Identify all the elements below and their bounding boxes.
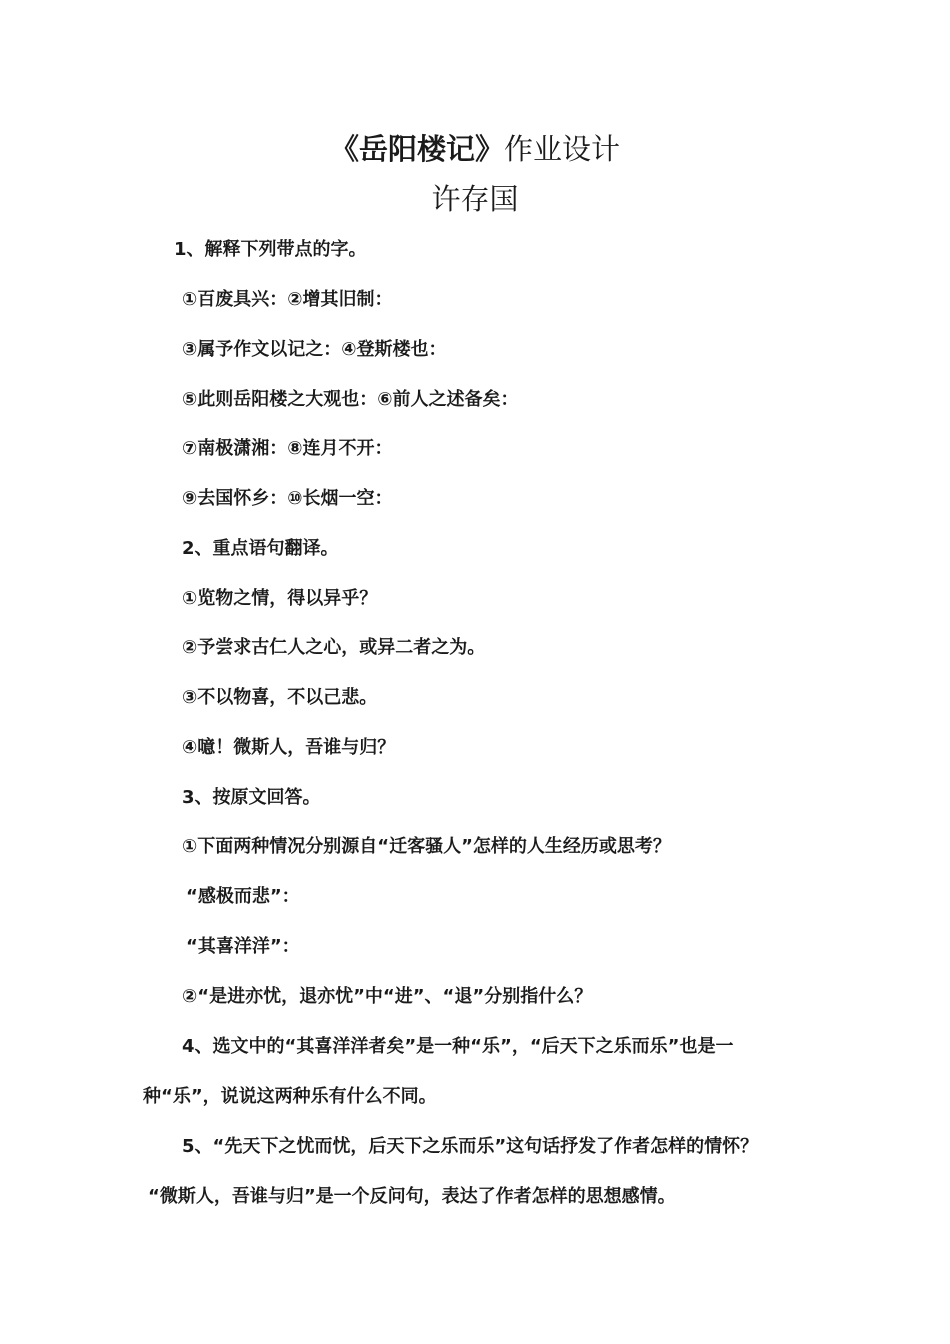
question-3-subitem: “其喜洋洋”： xyxy=(186,936,300,957)
question-4-line: 4、选文中的“其喜洋洋者矣”是一种“乐”，“后天下之乐而乐”也是一 xyxy=(182,1036,734,1057)
question-2-item: ①览物之情，得以异乎？ xyxy=(182,588,378,609)
question-3-heading: 3、按原文回答。 xyxy=(182,787,321,808)
question-3-item: ②“是进亦忧，退亦忧”中“进”、“退”分别指什么？ xyxy=(182,986,593,1007)
question-2-item: ③不以物喜，不以己悲。 xyxy=(182,687,378,708)
author-name: 许存国 xyxy=(431,182,519,216)
question-5-line: “微斯人，吾谁与归”是一个反问句，表达了作者怎样的思想感情。 xyxy=(148,1186,676,1207)
question-1-item: ⑦南极潇湘：⑧连月不开： xyxy=(182,438,393,459)
question-3-subitem: “感极而悲”： xyxy=(186,886,300,907)
question-5-line: 5、“先天下之忧而忧，后天下之乐而乐”这句话抒发了作者怎样的情怀？ xyxy=(182,1136,759,1157)
page-title xyxy=(0,128,950,170)
question-2-item: ④噫！微斯人，吾谁与归？ xyxy=(182,737,396,758)
title-bold-part: 《岳阳楼记》 xyxy=(329,132,504,166)
question-2-item: ②予尝求古仁人之心，或异二者之为。 xyxy=(182,637,486,658)
question-1-heading: 1、解释下列带点的字。 xyxy=(174,239,367,260)
title-rest-part: 作业设计 xyxy=(504,132,621,166)
question-1-item: ⑤此则岳阳楼之大观也：⑥前人之述备矣： xyxy=(182,389,519,410)
question-1-item: ③属予作文以记之：④登斯楼也： xyxy=(182,339,447,360)
question-3-item: ①下面两种情况分别源自“迁客骚人”怎样的人生经历或思考？ xyxy=(182,836,671,857)
question-2-heading: 2、重点语句翻译。 xyxy=(182,538,339,559)
question-4-line: 种“乐”，说说这两种乐有什么不同。 xyxy=(143,1086,437,1107)
question-1-item: ①百废具兴：②增其旧制： xyxy=(182,289,393,310)
question-1-item: ⑨去国怀乡：⑩长烟一空： xyxy=(182,488,393,509)
